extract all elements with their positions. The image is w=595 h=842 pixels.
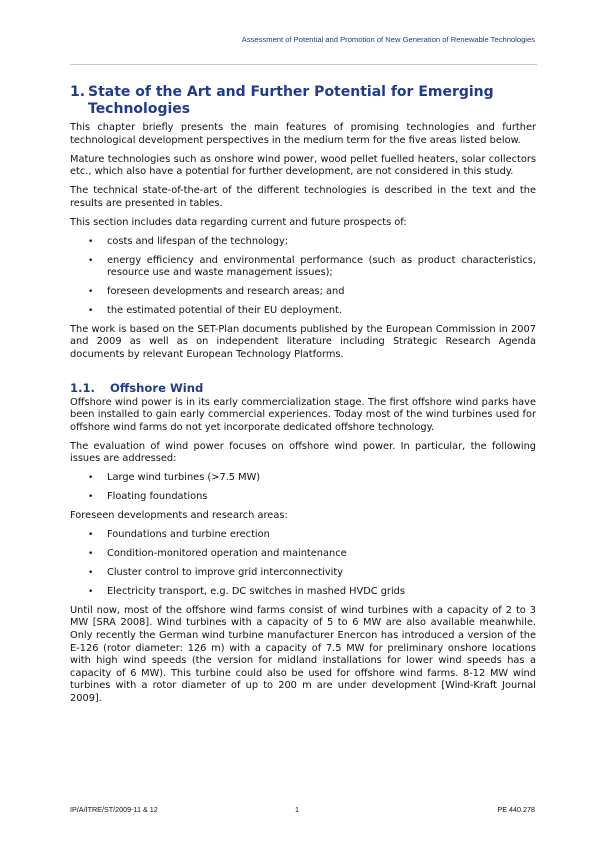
section-heading	[70, 381, 536, 395]
paragraph: Foreseen developments and research areas:	[70, 510, 288, 522]
list-item: • energy efficiency and environmental performance (such as product characteristics, resource use and waste management issues);	[88, 254, 536, 279]
paragraph: Mature technologies such as onshore wind power, wood pellet fuelled heaters, solar collectors etc., which also have a potential for further development, are not considered in this study.	[70, 153, 536, 178]
bullet-icon: •	[88, 236, 94, 247]
list-item: • the estimated potential of their EU deployment.	[88, 304, 343, 316]
list-item: • Floating foundations	[88, 491, 208, 503]
paragraph: The evaluation of wind power focuses on offshore wind power. In particular, the following issues are addressed:	[70, 440, 536, 465]
paragraph: This section includes data regarding current and future prospects of:	[70, 216, 407, 228]
footer-pe-number: PE 440.278	[497, 805, 535, 814]
bullet-icon: •	[88, 492, 94, 503]
list-item: • Electricity transport, e.g. DC switches in mashed HVDC grids	[88, 585, 406, 597]
paragraph: This chapter briefly presents the main features of promising technologies and further technological development perspectives in the medium term for the five areas listed below.	[70, 122, 536, 146]
page-number: 1	[295, 805, 299, 814]
bullet-icon: •	[88, 473, 94, 484]
bullet-icon: •	[88, 586, 94, 597]
issues-list	[70, 472, 536, 503]
list-item: • Large wind turbines (>7.5 MW)	[88, 472, 261, 484]
list-item: • foreseen developments and research areas; and	[88, 286, 345, 298]
page-content	[70, 84, 536, 712]
list-item: • costs and lifespan of the technology;	[88, 235, 289, 247]
paragraph: The work is based on the SET-Plan documents published by the European Commission in 2007 and 2009 as well as on independent literature including Strategic Research Agenda documents by relevant European Technology Platforms.	[70, 323, 536, 361]
bullet-icon: •	[88, 567, 94, 578]
bullet-icon: •	[88, 287, 94, 298]
list-item: • Cluster control to improve grid interconnectivity	[88, 566, 343, 578]
paragraph: Offshore wind power is in its early commercialization stage. The first offshore wind parks have been installed to gain early commercial experiences. Today most of the wind turbines used for offshore wind farms do not yet incorporate dedicated offshore technology.	[70, 396, 536, 433]
paragraph: The technical state-of-the-art of the different technologies is described in the text and the results are presented in tables.	[70, 185, 536, 209]
section-number: 1.1.	[70, 380, 95, 395]
chapter-title: State of the Art and Further Potential for Emerging Technologies	[88, 84, 494, 117]
paragraph: Until now, most of the offshore wind farms consist of wind turbines with a capacity of 2 to 3 MW [SRA 2008]. Wind turbines with a capacity of 5 to 6 MW are also available meanwhile. Only recently the German wind turbine manufacturer Enercon has introduced a version of the E-126 (rotor diameter: 126 m) with a capacity of 7.5 MW for preliminary onshore locations with high wind speeds (the version for midland installations for lower wind speeds has a capacity of 6 MW). This turbine could also be used for offshore wind farms. 8-12 MW wind turbines with a rotor diameter of up to 200 m are under development [Wind-Kraft Journal 2009].	[70, 604, 536, 704]
chapter-heading	[70, 84, 536, 118]
header-divider	[70, 64, 537, 65]
bullet-icon: •	[88, 549, 94, 560]
research-areas-list	[70, 529, 536, 598]
bullet-icon: •	[88, 305, 94, 316]
list-item: • Foundations and turbine erection	[88, 529, 270, 541]
bullet-icon: •	[88, 530, 94, 541]
bullet-icon: •	[88, 255, 94, 266]
prospects-list	[70, 236, 536, 318]
footer-reference: IP/A/ITRE/ST/2009-11 & 12	[70, 805, 158, 814]
section-title: Offshore Wind	[110, 380, 204, 395]
chapter-number: 1.	[70, 84, 86, 100]
running-header: Assessment of Potential and Promotion of New Generation of Renewable Technologies	[241, 35, 535, 44]
list-item: • Condition-monitored operation and maintenance	[88, 548, 347, 560]
